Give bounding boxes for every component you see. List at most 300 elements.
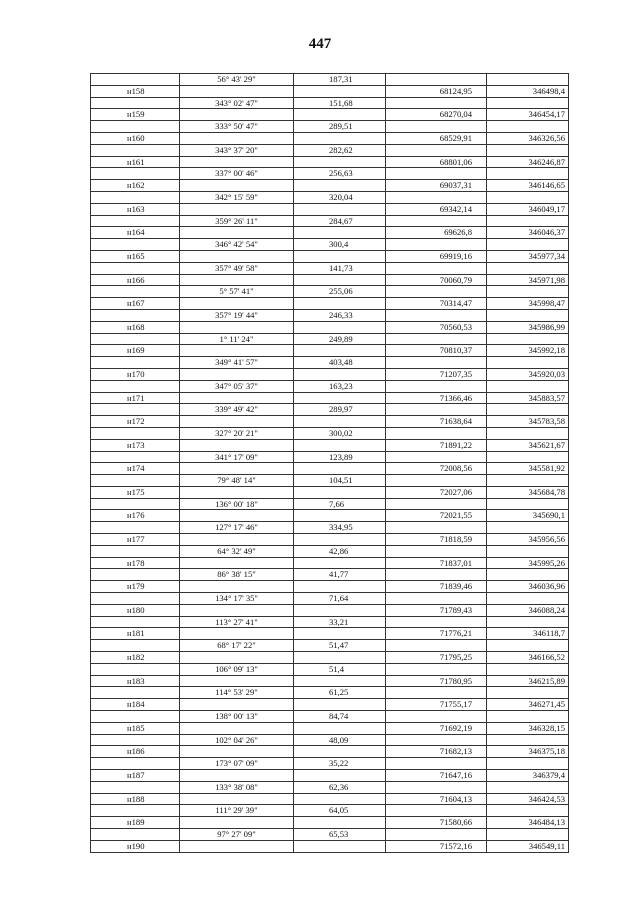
point-name-cell: н183: [91, 675, 180, 687]
angle-cell: [180, 534, 294, 546]
point-name-cell: [91, 734, 180, 746]
point-name-cell: [91, 663, 180, 675]
y-coordinate-cell: [487, 593, 569, 605]
angle-cell: 56° 43' 29": [180, 74, 294, 86]
segment-row: [91, 781, 569, 793]
y-coordinate-cell: [487, 380, 569, 392]
angle-cell: [180, 510, 294, 522]
point-name-cell: н181: [91, 628, 180, 640]
length-cell: [294, 486, 386, 498]
length-cell: 151,68: [294, 97, 386, 109]
y-coordinate-cell: [487, 404, 569, 416]
point-row: [91, 581, 569, 593]
x-coordinate-cell: [386, 805, 487, 817]
y-coordinate-cell: 345690,1: [487, 510, 569, 522]
x-coordinate-cell: 72021,55: [386, 510, 487, 522]
length-cell: 65,53: [294, 829, 386, 841]
x-coordinate-cell: [386, 522, 487, 534]
y-coordinate-cell: 345956,56: [487, 534, 569, 546]
segment-row: [91, 829, 569, 841]
point-name-cell: [91, 309, 180, 321]
point-name-cell: [91, 569, 180, 581]
point-name-cell: н185: [91, 722, 180, 734]
point-name-cell: [91, 215, 180, 227]
segment-row: [91, 498, 569, 510]
point-name-cell: [91, 380, 180, 392]
length-cell: [294, 439, 386, 451]
x-coordinate-cell: [386, 262, 487, 274]
length-cell: 289,51: [294, 121, 386, 133]
point-name-cell: н184: [91, 699, 180, 711]
point-name-cell: н180: [91, 604, 180, 616]
point-row: [91, 85, 569, 97]
x-coordinate-cell: 71572,16: [386, 840, 487, 852]
point-name-cell: [91, 829, 180, 841]
angle-cell: [180, 793, 294, 805]
point-name-cell: [91, 758, 180, 770]
y-coordinate-cell: [487, 569, 569, 581]
angle-cell: 327° 20' 21": [180, 427, 294, 439]
point-name-cell: [91, 74, 180, 86]
y-coordinate-cell: [487, 427, 569, 439]
length-cell: 48,09: [294, 734, 386, 746]
point-row: [91, 109, 569, 121]
x-coordinate-cell: [386, 593, 487, 605]
x-coordinate-cell: [386, 380, 487, 392]
x-coordinate-cell: [386, 309, 487, 321]
length-cell: [294, 675, 386, 687]
point-name-cell: [91, 191, 180, 203]
x-coordinate-cell: 72027,06: [386, 486, 487, 498]
length-cell: 256,63: [294, 168, 386, 180]
segment-row: [91, 616, 569, 628]
y-coordinate-cell: [487, 357, 569, 369]
length-cell: [294, 132, 386, 144]
coordinates-table-body: [91, 74, 569, 853]
point-name-cell: н166: [91, 274, 180, 286]
angle-cell: [180, 746, 294, 758]
y-coordinate-cell: [487, 711, 569, 723]
y-coordinate-cell: 345684,78: [487, 486, 569, 498]
point-name-cell: н161: [91, 156, 180, 168]
point-row: [91, 416, 569, 428]
x-coordinate-cell: 71776,21: [386, 628, 487, 640]
segment-row: [91, 545, 569, 557]
angle-cell: [180, 156, 294, 168]
y-coordinate-cell: 346118,7: [487, 628, 569, 640]
segment-row: [91, 121, 569, 133]
segment-row: [91, 380, 569, 392]
point-name-cell: н162: [91, 180, 180, 192]
angle-cell: 346° 42' 54": [180, 239, 294, 251]
point-row: [91, 652, 569, 664]
point-row: [91, 439, 569, 451]
length-cell: [294, 392, 386, 404]
angle-cell: [180, 109, 294, 121]
angle-cell: 102° 04' 26": [180, 734, 294, 746]
angle-cell: 343° 02' 47": [180, 97, 294, 109]
y-coordinate-cell: [487, 286, 569, 298]
y-coordinate-cell: 345992,18: [487, 345, 569, 357]
segment-row: [91, 357, 569, 369]
x-coordinate-cell: 71682,13: [386, 746, 487, 758]
segment-row: [91, 451, 569, 463]
angle-cell: [180, 699, 294, 711]
angle-cell: 339° 49' 42": [180, 404, 294, 416]
y-coordinate-cell: [487, 451, 569, 463]
angle-cell: 64° 32' 49": [180, 545, 294, 557]
segment-row: [91, 663, 569, 675]
length-cell: 104,51: [294, 475, 386, 487]
point-row: [91, 840, 569, 852]
y-coordinate-cell: 346326,56: [487, 132, 569, 144]
point-row: [91, 227, 569, 239]
angle-cell: 113° 27' 41": [180, 616, 294, 628]
length-cell: [294, 581, 386, 593]
angle-cell: 359° 26' 11": [180, 215, 294, 227]
point-name-cell: [91, 168, 180, 180]
y-coordinate-cell: 345621,67: [487, 439, 569, 451]
y-coordinate-cell: 346424,53: [487, 793, 569, 805]
y-coordinate-cell: [487, 545, 569, 557]
point-name-cell: н173: [91, 439, 180, 451]
point-row: [91, 298, 569, 310]
y-coordinate-cell: [487, 333, 569, 345]
x-coordinate-cell: [386, 286, 487, 298]
x-coordinate-cell: [386, 829, 487, 841]
y-coordinate-cell: [487, 74, 569, 86]
point-name-cell: [91, 427, 180, 439]
x-coordinate-cell: 71818,59: [386, 534, 487, 546]
segment-row: [91, 168, 569, 180]
x-coordinate-cell: 71580,66: [386, 817, 487, 829]
angle-cell: [180, 321, 294, 333]
x-coordinate-cell: [386, 168, 487, 180]
segment-row: [91, 640, 569, 652]
x-coordinate-cell: 71207,35: [386, 368, 487, 380]
y-coordinate-cell: 346146,65: [487, 180, 569, 192]
page-number: 447: [308, 36, 332, 52]
x-coordinate-cell: 69037,31: [386, 180, 487, 192]
x-coordinate-cell: 69342,14: [386, 203, 487, 215]
segment-row: [91, 475, 569, 487]
angle-cell: [180, 85, 294, 97]
point-name-cell: н159: [91, 109, 180, 121]
segment-row: [91, 711, 569, 723]
point-row: [91, 770, 569, 782]
y-coordinate-cell: [487, 191, 569, 203]
y-coordinate-cell: [487, 215, 569, 227]
y-coordinate-cell: 346498,4: [487, 85, 569, 97]
point-row: [91, 534, 569, 546]
y-coordinate-cell: [487, 781, 569, 793]
length-cell: 84,74: [294, 711, 386, 723]
y-coordinate-cell: [487, 616, 569, 628]
angle-cell: 333° 50' 47": [180, 121, 294, 133]
x-coordinate-cell: 70060,79: [386, 274, 487, 286]
segment-row: [91, 687, 569, 699]
segment-row: [91, 262, 569, 274]
angle-cell: [180, 604, 294, 616]
angle-cell: 342° 15' 59": [180, 191, 294, 203]
y-coordinate-cell: 345581,92: [487, 463, 569, 475]
angle-cell: 133° 38' 08": [180, 781, 294, 793]
segment-row: [91, 215, 569, 227]
length-cell: [294, 817, 386, 829]
length-cell: 41,77: [294, 569, 386, 581]
x-coordinate-cell: [386, 734, 487, 746]
angle-cell: [180, 463, 294, 475]
y-coordinate-cell: [487, 687, 569, 699]
length-cell: [294, 345, 386, 357]
length-cell: [294, 840, 386, 852]
length-cell: 334,95: [294, 522, 386, 534]
point-name-cell: [91, 616, 180, 628]
angle-cell: [180, 132, 294, 144]
length-cell: 64,05: [294, 805, 386, 817]
angle-cell: 106° 09' 13": [180, 663, 294, 675]
length-cell: [294, 298, 386, 310]
point-name-cell: н171: [91, 392, 180, 404]
x-coordinate-cell: [386, 498, 487, 510]
length-cell: [294, 180, 386, 192]
point-row: [91, 345, 569, 357]
point-name-cell: н163: [91, 203, 180, 215]
y-coordinate-cell: [487, 829, 569, 841]
angle-cell: [180, 486, 294, 498]
length-cell: [294, 793, 386, 805]
length-cell: 255,06: [294, 286, 386, 298]
angle-cell: 111° 29' 39": [180, 805, 294, 817]
point-row: [91, 156, 569, 168]
segment-row: [91, 734, 569, 746]
y-coordinate-cell: 345971,98: [487, 274, 569, 286]
point-name-cell: [91, 404, 180, 416]
y-coordinate-cell: 346166,52: [487, 652, 569, 664]
x-coordinate-cell: 71638,64: [386, 416, 487, 428]
y-coordinate-cell: 345998,47: [487, 298, 569, 310]
x-coordinate-cell: 71366,46: [386, 392, 487, 404]
point-name-cell: н172: [91, 416, 180, 428]
segment-row: [91, 286, 569, 298]
y-coordinate-cell: 346049,17: [487, 203, 569, 215]
angle-cell: [180, 840, 294, 852]
length-cell: 141,73: [294, 262, 386, 274]
length-cell: [294, 722, 386, 734]
length-cell: 51,47: [294, 640, 386, 652]
x-coordinate-cell: 71647,16: [386, 770, 487, 782]
segment-row: [91, 805, 569, 817]
x-coordinate-cell: 70314,47: [386, 298, 487, 310]
x-coordinate-cell: [386, 74, 487, 86]
angle-cell: [180, 274, 294, 286]
point-name-cell: [91, 262, 180, 274]
y-coordinate-cell: 346215,89: [487, 675, 569, 687]
point-name-cell: н167: [91, 298, 180, 310]
length-cell: 42,86: [294, 545, 386, 557]
point-name-cell: н160: [91, 132, 180, 144]
angle-cell: 134° 17' 35": [180, 593, 294, 605]
angle-cell: 86° 38' 15": [180, 569, 294, 581]
length-cell: [294, 156, 386, 168]
angle-cell: 357° 49' 58": [180, 262, 294, 274]
y-coordinate-cell: [487, 121, 569, 133]
angle-cell: 127° 17' 46": [180, 522, 294, 534]
x-coordinate-cell: [386, 781, 487, 793]
y-coordinate-cell: [487, 734, 569, 746]
point-row: [91, 321, 569, 333]
x-coordinate-cell: [386, 687, 487, 699]
point-row: [91, 250, 569, 262]
y-coordinate-cell: [487, 522, 569, 534]
length-cell: 284,67: [294, 215, 386, 227]
length-cell: [294, 699, 386, 711]
point-name-cell: [91, 545, 180, 557]
angle-cell: 97° 27' 09": [180, 829, 294, 841]
point-name-cell: н169: [91, 345, 180, 357]
angle-cell: [180, 675, 294, 687]
length-cell: [294, 604, 386, 616]
point-row: [91, 510, 569, 522]
angle-cell: 357° 19' 44": [180, 309, 294, 321]
point-name-cell: [91, 522, 180, 534]
angle-cell: [180, 628, 294, 640]
length-cell: 7,66: [294, 498, 386, 510]
angle-cell: [180, 298, 294, 310]
x-coordinate-cell: 71755,17: [386, 699, 487, 711]
x-coordinate-cell: 68529,91: [386, 132, 487, 144]
point-name-cell: [91, 781, 180, 793]
point-row: [91, 793, 569, 805]
length-cell: [294, 274, 386, 286]
angle-cell: [180, 203, 294, 215]
x-coordinate-cell: [386, 427, 487, 439]
x-coordinate-cell: 70560,53: [386, 321, 487, 333]
segment-row: [91, 427, 569, 439]
point-row: [91, 817, 569, 829]
angle-cell: [180, 227, 294, 239]
point-row: [91, 628, 569, 640]
y-coordinate-cell: [487, 758, 569, 770]
length-cell: [294, 557, 386, 569]
point-row: [91, 392, 569, 404]
angle-cell: [180, 722, 294, 734]
segment-row: [91, 404, 569, 416]
point-name-cell: н176: [91, 510, 180, 522]
point-name-cell: [91, 357, 180, 369]
y-coordinate-cell: [487, 309, 569, 321]
length-cell: 51,4: [294, 663, 386, 675]
x-coordinate-cell: [386, 357, 487, 369]
x-coordinate-cell: [386, 144, 487, 156]
length-cell: 289,97: [294, 404, 386, 416]
x-coordinate-cell: 69626,8: [386, 227, 487, 239]
length-cell: [294, 463, 386, 475]
length-cell: 187,31: [294, 74, 386, 86]
length-cell: [294, 203, 386, 215]
y-coordinate-cell: 345977,34: [487, 250, 569, 262]
point-row: [91, 722, 569, 734]
point-name-cell: н182: [91, 652, 180, 664]
angle-cell: [180, 581, 294, 593]
point-name-cell: [91, 239, 180, 251]
x-coordinate-cell: 71692,19: [386, 722, 487, 734]
point-name-cell: н170: [91, 368, 180, 380]
y-coordinate-cell: 346046,37: [487, 227, 569, 239]
length-cell: [294, 227, 386, 239]
length-cell: 35,22: [294, 758, 386, 770]
segment-row: [91, 309, 569, 321]
x-coordinate-cell: [386, 333, 487, 345]
length-cell: 71,64: [294, 593, 386, 605]
y-coordinate-cell: 346375,18: [487, 746, 569, 758]
length-cell: 300,4: [294, 239, 386, 251]
length-cell: [294, 321, 386, 333]
segment-row: [91, 522, 569, 534]
angle-cell: 347° 05' 37": [180, 380, 294, 392]
x-coordinate-cell: [386, 121, 487, 133]
y-coordinate-cell: [487, 144, 569, 156]
length-cell: 249,89: [294, 333, 386, 345]
angle-cell: [180, 817, 294, 829]
x-coordinate-cell: [386, 640, 487, 652]
x-coordinate-cell: 68801,06: [386, 156, 487, 168]
point-row: [91, 180, 569, 192]
y-coordinate-cell: 346246,87: [487, 156, 569, 168]
angle-cell: 337° 00' 46": [180, 168, 294, 180]
x-coordinate-cell: 71795,25: [386, 652, 487, 664]
y-coordinate-cell: 345986,99: [487, 321, 569, 333]
point-row: [91, 557, 569, 569]
y-coordinate-cell: 346328,15: [487, 722, 569, 734]
point-row: [91, 699, 569, 711]
x-coordinate-cell: 70810,37: [386, 345, 487, 357]
point-name-cell: н188: [91, 793, 180, 805]
x-coordinate-cell: [386, 758, 487, 770]
x-coordinate-cell: [386, 215, 487, 227]
x-coordinate-cell: 72008,56: [386, 463, 487, 475]
segment-row: [91, 593, 569, 605]
point-name-cell: [91, 640, 180, 652]
y-coordinate-cell: [487, 663, 569, 675]
length-cell: 123,89: [294, 451, 386, 463]
angle-cell: [180, 392, 294, 404]
angle-cell: 79° 48' 14": [180, 475, 294, 487]
segment-row: [91, 239, 569, 251]
x-coordinate-cell: [386, 239, 487, 251]
x-coordinate-cell: 71891,22: [386, 439, 487, 451]
length-cell: [294, 534, 386, 546]
y-coordinate-cell: 346271,45: [487, 699, 569, 711]
point-row: [91, 486, 569, 498]
point-row: [91, 675, 569, 687]
point-name-cell: [91, 687, 180, 699]
y-coordinate-cell: [487, 239, 569, 251]
length-cell: 320,04: [294, 191, 386, 203]
x-coordinate-cell: 68270,04: [386, 109, 487, 121]
angle-cell: [180, 180, 294, 192]
point-name-cell: н186: [91, 746, 180, 758]
point-name-cell: н190: [91, 840, 180, 852]
y-coordinate-cell: 346549,11: [487, 840, 569, 852]
length-cell: 33,21: [294, 616, 386, 628]
x-coordinate-cell: [386, 569, 487, 581]
y-coordinate-cell: [487, 97, 569, 109]
point-row: [91, 463, 569, 475]
y-coordinate-cell: [487, 475, 569, 487]
x-coordinate-cell: [386, 191, 487, 203]
x-coordinate-cell: 71839,46: [386, 581, 487, 593]
